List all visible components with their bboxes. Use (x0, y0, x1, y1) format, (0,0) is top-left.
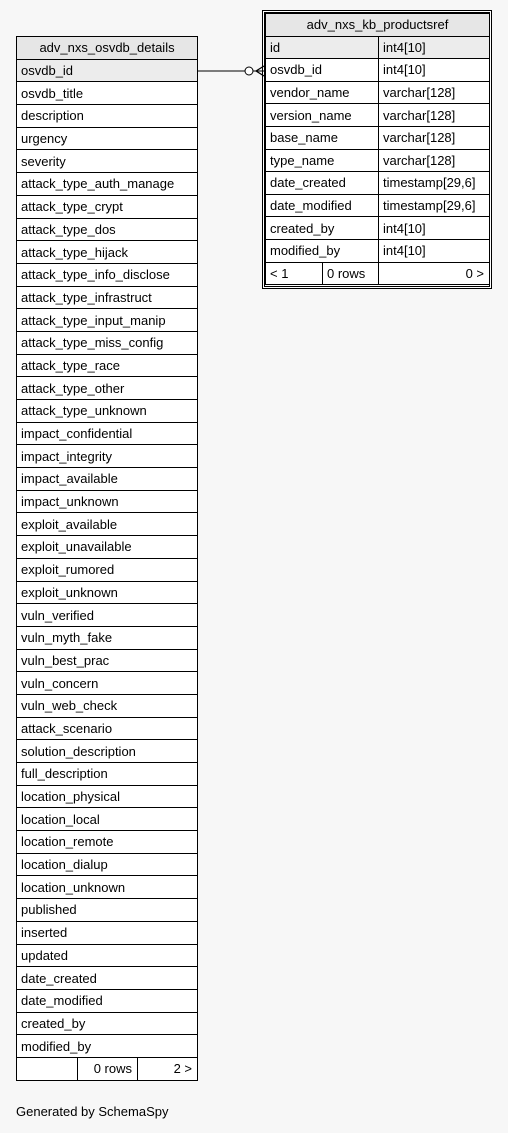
column-row[interactable]: location_remote (17, 831, 198, 854)
column-name[interactable]: version_name (266, 104, 379, 127)
row-count: 0 rows (78, 1057, 138, 1080)
column-row[interactable]: osvdb_id (17, 59, 198, 82)
column-row[interactable]: exploit_rumored (17, 558, 198, 581)
column-row[interactable]: impact_integrity (17, 445, 198, 468)
column-row[interactable]: location_physical (17, 785, 198, 808)
column-type: int4[10] (379, 59, 490, 82)
column-name[interactable]: modified_by (266, 239, 379, 262)
table-header[interactable]: adv_nxs_osvdb_details (17, 37, 198, 60)
column-row[interactable]: attack_type_dos (17, 218, 198, 241)
column-row[interactable]: vuln_best_prac (17, 649, 198, 672)
column-row[interactable]: attack_type_info_disclose (17, 263, 198, 286)
column-row[interactable]: attack_scenario (17, 717, 198, 740)
table-footer-right: 0 > (379, 262, 490, 285)
column-row[interactable]: severity (17, 150, 198, 173)
column-row[interactable]: attack_type_auth_manage (17, 173, 198, 196)
column-row[interactable]: attack_type_input_manip (17, 309, 198, 332)
column-type: varchar[128] (379, 126, 490, 149)
column-type: int4[10] (379, 36, 490, 59)
column-row[interactable]: impact_confidential (17, 422, 198, 445)
column-row[interactable]: date_modified (17, 989, 198, 1012)
row-count: 0 rows (323, 262, 379, 285)
column-row[interactable]: exploit_unavailable (17, 536, 198, 559)
column-row[interactable]: location_local (17, 808, 198, 831)
table-adv-nxs-kb-productsref[interactable] (262, 10, 492, 289)
table-adv-nxs-osvdb-details[interactable] (16, 36, 198, 1081)
column-row[interactable]: solution_description (17, 740, 198, 763)
column-row[interactable]: attack_type_infrastruct (17, 286, 198, 309)
column-name[interactable]: date_modified (266, 194, 379, 217)
column-type: timestamp[29,6] (379, 172, 490, 195)
column-row[interactable]: attack_type_miss_config (17, 331, 198, 354)
column-row[interactable]: exploit_available (17, 513, 198, 536)
table-header[interactable]: adv_nxs_kb_productsref (266, 14, 490, 37)
column-row[interactable]: inserted (17, 921, 198, 944)
column-row[interactable]: attack_type_hijack (17, 241, 198, 264)
column-row[interactable]: updated (17, 944, 198, 967)
column-row[interactable]: vuln_myth_fake (17, 626, 198, 649)
table-footer-right: 2 > (138, 1057, 198, 1080)
column-name[interactable]: vendor_name (266, 81, 379, 104)
column-row[interactable]: published (17, 899, 198, 922)
column-row[interactable]: attack_type_crypt (17, 195, 198, 218)
column-row[interactable]: vuln_concern (17, 672, 198, 695)
column-row[interactable]: urgency (17, 127, 198, 150)
column-name[interactable]: created_by (266, 217, 379, 240)
column-row[interactable]: date_created (17, 967, 198, 990)
column-type: varchar[128] (379, 104, 490, 127)
column-name[interactable]: type_name (266, 149, 379, 172)
table-footer-left (17, 1057, 78, 1080)
column-row[interactable]: vuln_verified (17, 604, 198, 627)
table-footer-left: < 1 (266, 262, 323, 285)
column-name[interactable]: id (266, 36, 379, 59)
column-row[interactable]: impact_available (17, 468, 198, 491)
column-type: int4[10] (379, 239, 490, 262)
column-row[interactable]: location_dialup (17, 853, 198, 876)
column-type: varchar[128] (379, 81, 490, 104)
column-name[interactable]: base_name (266, 126, 379, 149)
column-row[interactable]: description (17, 105, 198, 128)
column-name[interactable]: osvdb_id (266, 59, 379, 82)
column-name[interactable]: date_created (266, 172, 379, 195)
column-row[interactable]: location_unknown (17, 876, 198, 899)
generated-by-text: Generated by SchemaSpy (16, 1104, 169, 1119)
column-row[interactable]: impact_unknown (17, 490, 198, 513)
column-row[interactable]: attack_type_other (17, 377, 198, 400)
column-row[interactable]: full_description (17, 763, 198, 786)
column-row[interactable]: attack_type_race (17, 354, 198, 377)
column-type: varchar[128] (379, 149, 490, 172)
column-row[interactable]: created_by (17, 1012, 198, 1035)
column-row[interactable]: osvdb_title (17, 82, 198, 105)
column-row[interactable]: modified_by (17, 1035, 198, 1058)
column-row[interactable]: vuln_web_check (17, 694, 198, 717)
column-type: int4[10] (379, 217, 490, 240)
column-type: timestamp[29,6] (379, 194, 490, 217)
zero-optional-marker (245, 67, 253, 75)
column-row[interactable]: attack_type_unknown (17, 400, 198, 423)
column-row[interactable]: exploit_unknown (17, 581, 198, 604)
